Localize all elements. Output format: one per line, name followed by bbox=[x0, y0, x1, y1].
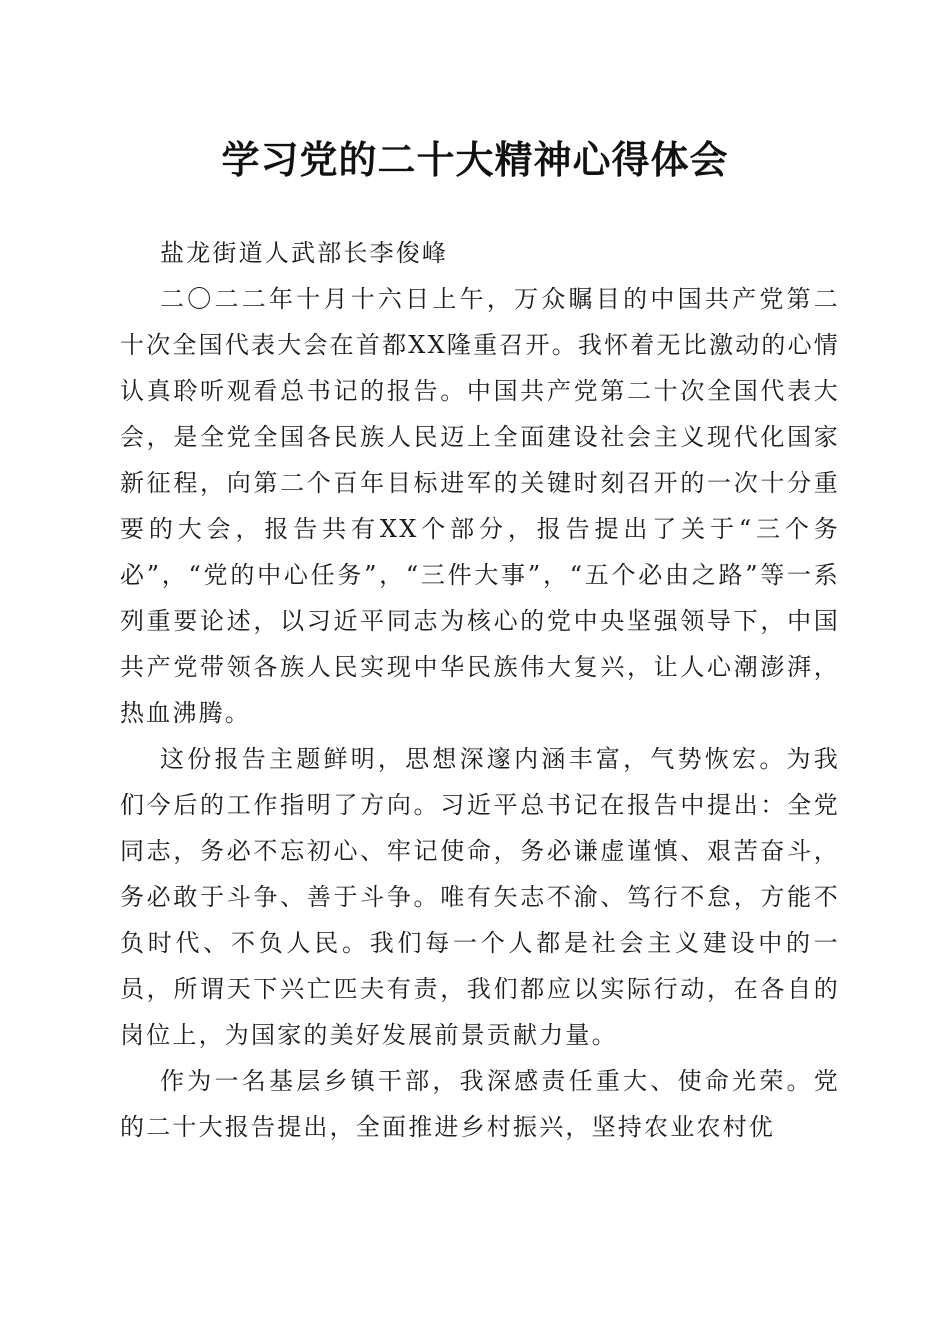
author-byline: 盐龙街道人武部长李俊峰 bbox=[160, 239, 449, 267]
document-body bbox=[120, 230, 840, 1150]
paragraph-2: 这份报告主题鲜明，思想深邃内涵丰富，气势恢宏。为我们今后的工作指明了方向。习近平总书记在报告中提出：全党同志，务必不忘初心、牢记使命，务必谦虚谨慎、艰苦奋斗，务必敢于斗争、善于斗争。唯有矢志不渝、笃行不怠，方能不负时代、不负人民。我们每一个人都是社会主义建设中的一员，所谓天下兴亡匹夫有责，我们都应以实际行动，在各自的岗位上，为国家的美好发展前景贡献力量。 bbox=[120, 745, 840, 1049]
paragraph-3: 作为一名基层乡镇干部，我深感责任重大、使命光荣。党的二十大报告提出，全面推进乡村振兴，坚持农业农村优 bbox=[120, 1067, 840, 1141]
document-title: 学习党的二十大精神心得体会 bbox=[221, 137, 729, 182]
paragraph-1: 二〇二二年十月十六日上午，万众瞩目的中国共产党第二十次全国代表大会在首都XX隆重召开。我怀着无比激动的心情认真聆听观看总书记的报告。中国共产党第二十次全国代表大会，是全党全国各民族人民迈上全面建设社会主义现代化国家新征程，向第二个百年目标进军的关键时刻召开的一次十分重要的大会，报告共有XX个部分，报告提出了关于“三个务必”，“党的中心任务”，“三件大事”，“五个必由之路”等一系列重要论述，以习近平同志为核心的党中央坚强领导下，中国共产党带领各族人民实现中华民族伟大复兴，让人心潮澎湃，热血沸腾。 bbox=[120, 285, 840, 727]
